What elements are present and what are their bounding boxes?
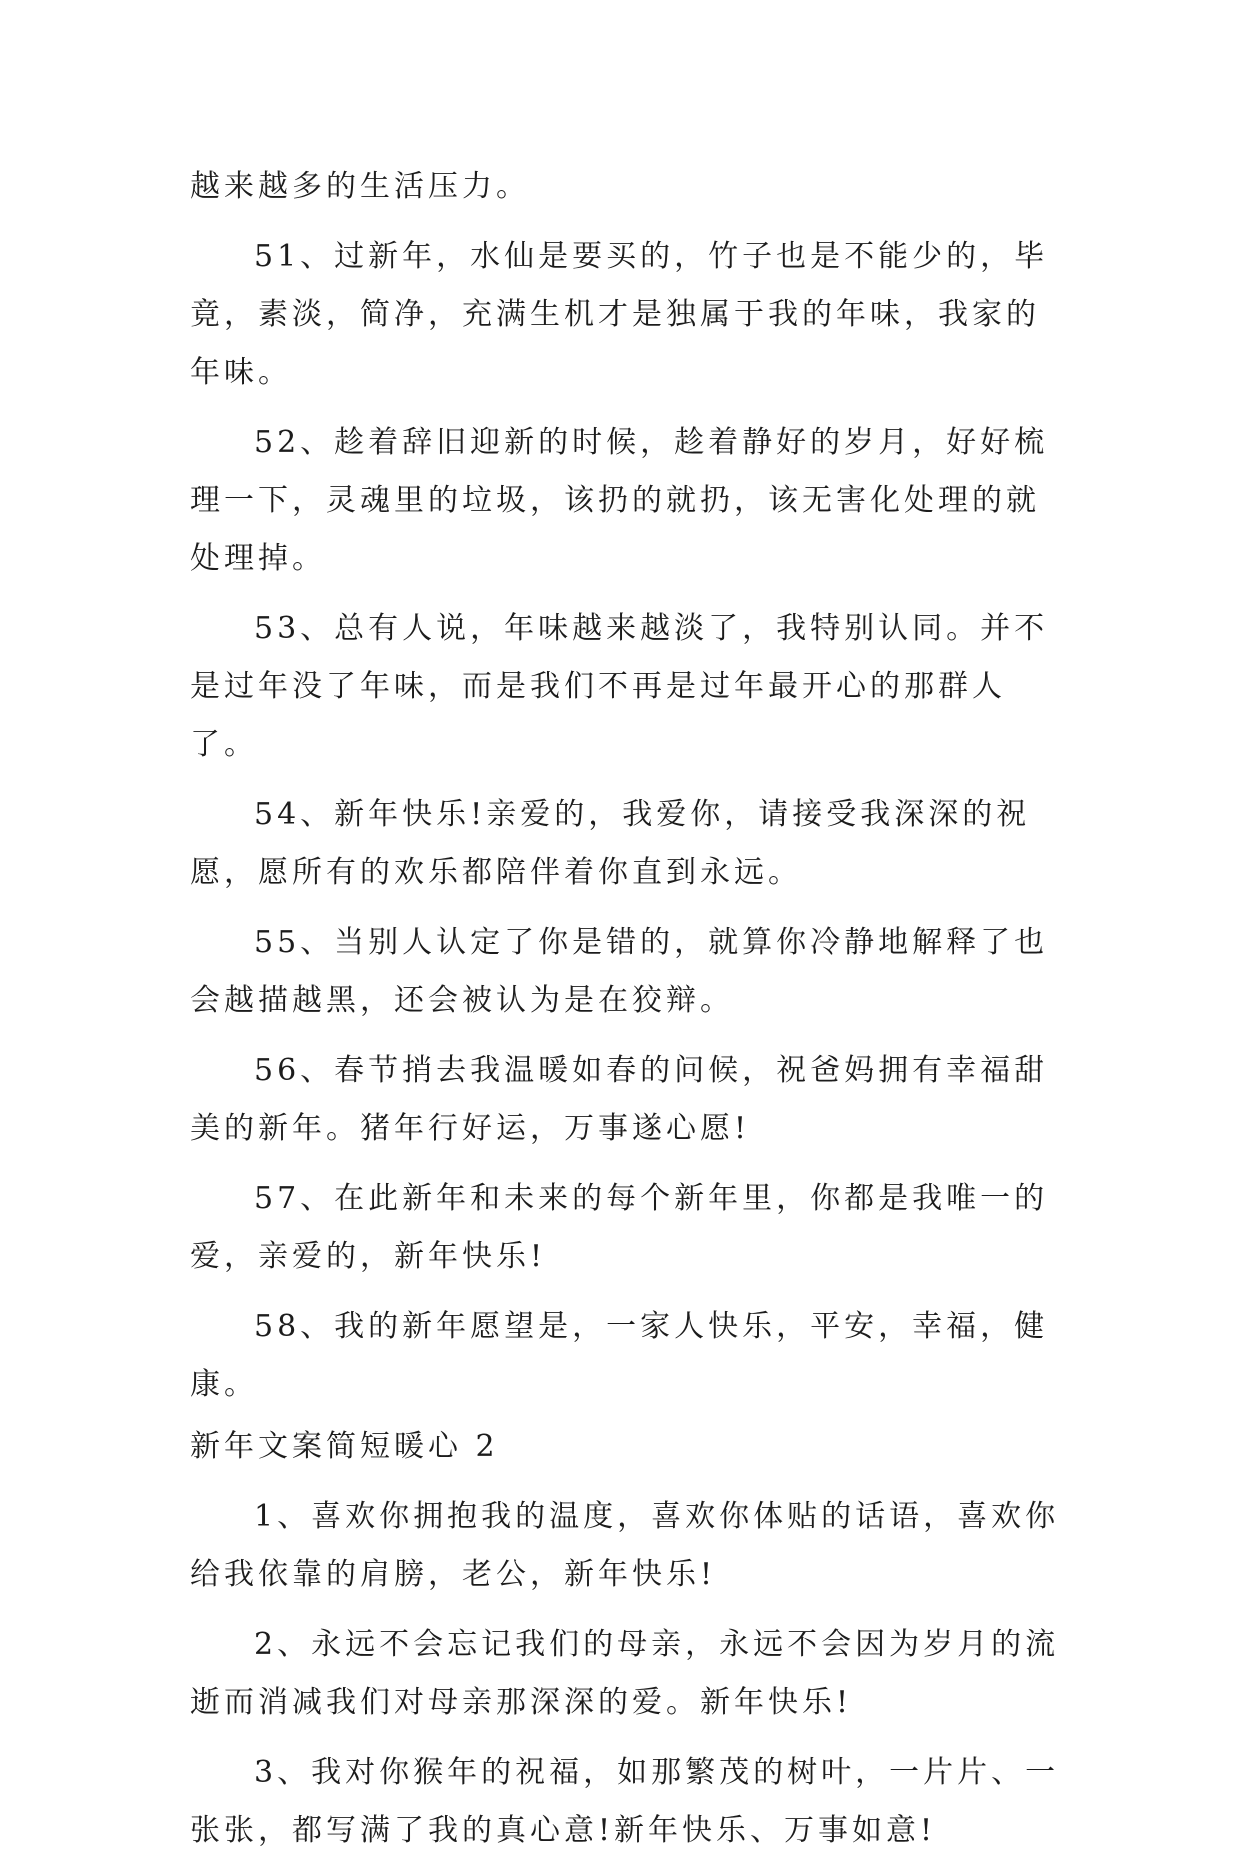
paragraph-item-3: 3、我对你猴年的祝福，如那繁茂的树叶，一片片、一张张，都写满了我的真心意!新年快乐、万事如意! xyxy=(190,1755,1060,1848)
paragraph-item-58: 58、我的新年愿望是，一家人快乐，平安，幸福，健康。 xyxy=(190,1309,1049,1402)
paragraph-item-2: 2、永远不会忘记我们的母亲，永远不会因为岁月的流逝而消减我们对母亲那深深的爱。新年快乐! xyxy=(190,1627,1060,1720)
paragraph-item-55: 55、当别人认定了你是错的，就算你冷静地解释了也会越描越黑，还会被认为是在狡辩。 xyxy=(190,925,1049,1018)
paragraph-item-51: 51、过新年，水仙是要买的，竹子也是不能少的，毕竟，素淡，简净，充满生机才是独属于我的年味，我家的年味。 xyxy=(190,239,1049,390)
section-heading: 新年文案简短暖心 2 xyxy=(190,1429,499,1464)
paragraph-item-1: 1、喜欢你拥抱我的温度，喜欢你体贴的话语，喜欢你给我依靠的肩膀，老公，新年快乐! xyxy=(190,1499,1060,1592)
paragraph-continuation: 越来越多的生活压力。 xyxy=(190,169,530,204)
paragraph-item-57: 57、在此新年和未来的每个新年里，你都是我唯一的爱，亲爱的，新年快乐! xyxy=(190,1181,1049,1274)
document-body xyxy=(190,158,1070,1860)
paragraph-item-52: 52、趁着辞旧迎新的时候，趁着静好的岁月，好好梳理一下，灵魂里的垃圾，该扔的就扔，该无害化处理的就处理掉。 xyxy=(190,425,1049,576)
paragraph-item-54: 54、新年快乐!亲爱的，我爱你，请接受我深深的祝愿，愿所有的欢乐都陪伴着你直到永远。 xyxy=(190,797,1031,890)
paragraph-item-56: 56、春节捎去我温暖如春的问候，祝爸妈拥有幸福甜美的新年。猪年行好运，万事遂心愿! xyxy=(190,1053,1049,1146)
paragraph-item-53: 53、总有人说，年味越来越淡了，我特别认同。并不是过年没了年味，而是我们不再是过年最开心的那群人了。 xyxy=(190,611,1049,762)
